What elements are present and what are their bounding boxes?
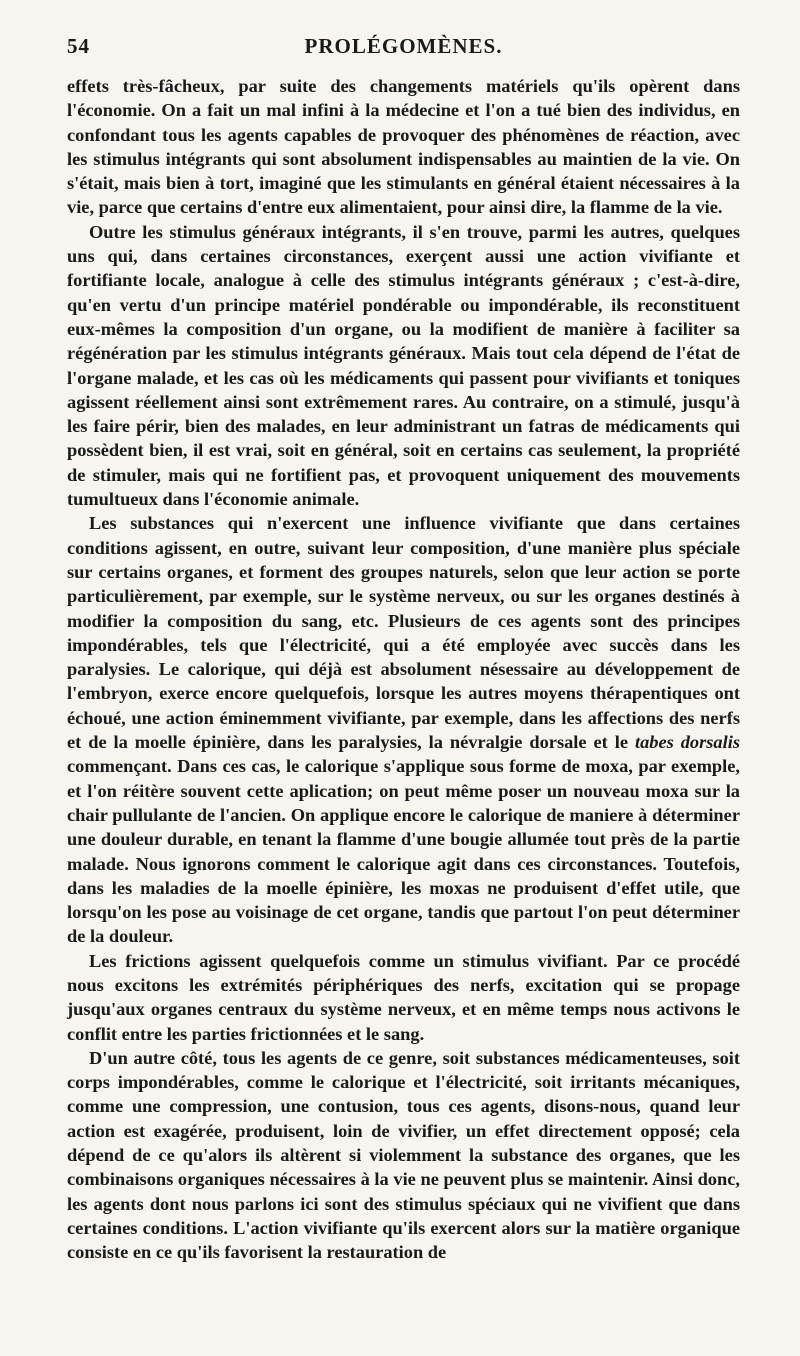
paragraph-frictions: Les frictions agissent quelquefois comme un stimulus vivifiant. Par ce procédé nous excitons les extrémités périphériques des nerfs, excitation qui se propage jusqu'aux organes centraux du système nerveux, et en même temps nous activons le conflit entre les parties frictionnées et le sang. [67, 950, 740, 1044]
paragraph-substances-text: Les substances qui n'exercent une influence vivifiante que dans certaines conditions agissent, en outre, suivant leur composition, d'une manière plus spéciale sur certains organes, et forment des groupes naturels, selon que leur action se porte particulièrement, par exemple, sur le système nerveux, ou sur les organes destinés à modifier la composition du sang, etc. Plusieurs de ces agents sont des principes impondérables, tels que l'électricité, qui a été employée avec succès dans les paralysies. Le calorique, qui déjà est absolument nésessaire au développement de l'embryon, exerce encore quelquefois, lorsque les autres moyens thérapentiques ont échoué, une action éminemment vivifiante, par exemple, dans les affections des nerfs et de la moelle épinière, dans les paralysies, la névralgie dorsale et le [67, 513, 740, 753]
running-title: PROLÉGOMÈNES. [304, 34, 503, 58]
paragraph-substances-text-continued: commençant. Dans ces cas, le calorique s'applique sous forme de moxa, par exemple, et l'on réitère souvent cette aplication; on peut même poser un nouveau moxa sur la chair pullulante de l'ancien. On applique encore le calorique de maniere à déterminer une douleur durable, en tenant la flamme d'une bougie allumée tout près de la partie malade. Nous ignorons comment le calorique agit dans ces circonstances. Toutefois, dans les maladies de la moelle épinière, les moxas ne produisent d'effet utile, que lorsqu'on les pose au voisinage de cet organe, tandis que partout l'on peut déterminer de la douleur. [67, 756, 740, 947]
italic-term: tabes dorsalis [634, 732, 741, 753]
page-number: 54 [67, 34, 90, 58]
paragraph-agents-exageres: D'un autre côté, tous les agents de ce genre, soit substances médicamenteuses, soit corps impondérables, comme le calorique et l'électricité, soit irritants mécaniques, comme une compression, une contusion, tous ces agents, disons-nous, quand leur action est exagérée, produisent, loin de vivifier, un effet directement opposé; cela dépend de ce qu'alors ils altèrent si violemment la substance des organes, que les combinaisons organiques nécessaires à la vie ne peuvent plus se maintenir. Ainsi donc, les agents dont nous parlons ici sont des stimulus spéciaux qui ne vivifient que dans certaines conditions. L'action vivifiante qu'ils exercent alors sur la matière organique consiste en ce qu'ils favorisent la restauration de [67, 1047, 740, 1263]
paragraph-substances-vivifiantes [67, 511, 740, 948]
body-text [67, 74, 740, 1265]
running-head [67, 34, 740, 60]
paragraph-continued: effets très-fâcheux, par suite des changements matériels qu'ils opèrent dans l'économie. On a fait un mal infini à la médecine et l'on a tué bien des individus, en confondant tous les agents capables de provoquer des phénomènes de réaction, avec les stimulus intégrants qui sont absolument indispensables au maintien de la vie. On s'était, mais bien à tort, imaginé que les stimulants en général étaient nécessaires à la vie, parce que certains d'entre eux alimentaient, pour ainsi dire, la flamme de la vie. [67, 76, 740, 218]
paragraph-stimulus-locaux: Outre les stimulus généraux intégrants, il s'en trouve, parmi les autres, quelques uns qui, dans certaines circonstances, exerçent aussi une action vivifiante et fortifiante locale, analogue à celle des stimulus intégrants généraux ; c'est-à-dire, qu'en vertu d'un principe matériel pondérable ou impondérable, ils reconstituent eux-mêmes la composition d'un organe, ou la modifient de manière à faciliter sa régénération par les stimulus intégrants généraux. Mais tout cela dépend de l'état de l'organe malade, et les cas où les médicaments qui passent pour vivifiants et toniques agissent réellement ainsi sont extrêmement rares. Au contraire, on a stimulé, jusqu'à les faire périr, bien des malades, en leur administrant un fatras de médicaments qui possèdent bien, il est vrai, soit en général, soit en certains cas seulement, la propriété de stimuler, mais qui ne fortifient pas, et provoquent uniquement des mouvements tumultueux dans l'économie animale. [67, 221, 740, 510]
